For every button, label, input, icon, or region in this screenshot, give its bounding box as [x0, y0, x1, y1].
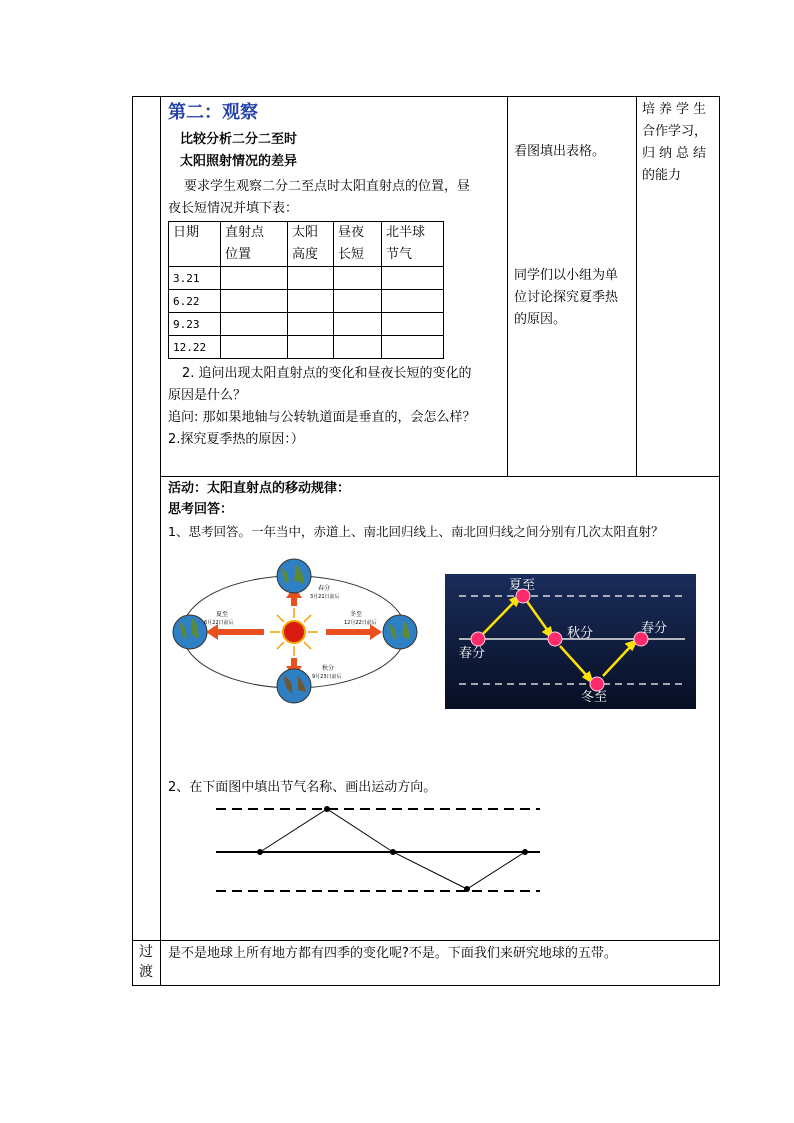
- sun-icon: [270, 608, 318, 656]
- cell-input[interactable]: [221, 313, 288, 336]
- activity-title: 活动：太阳直射点的移动规律：: [168, 481, 351, 496]
- cell-input[interactable]: [288, 336, 334, 359]
- right-note-4: 的能力: [642, 168, 682, 183]
- orbit-date-autumn: 9月23日前后: [312, 674, 342, 680]
- middle-note-2a: 同学们以小组为单: [514, 268, 619, 283]
- col-divider-1: [160, 96, 161, 986]
- cell-input[interactable]: [221, 290, 288, 313]
- migration-label-spring-left: 春分: [459, 646, 486, 661]
- row-date: 3.21: [169, 267, 221, 290]
- row-date: 12.22: [169, 336, 221, 359]
- header-date: 日期: [169, 222, 221, 267]
- migration-label-spring-right: 春分: [641, 621, 668, 636]
- transition-label-1: 过: [139, 944, 153, 960]
- row-date: 6.22: [169, 290, 221, 313]
- cell-input[interactable]: [221, 336, 288, 359]
- question-2b: 原因是什么？: [168, 388, 247, 403]
- right-note-3: 归纳总结: [642, 146, 711, 161]
- migration-label-summer: 夏至: [509, 578, 536, 593]
- orbit-label-summer: 夏至: [216, 611, 229, 618]
- subsolar-migration-diagram: [445, 574, 696, 709]
- header-daylength: 昼夜 长短: [334, 222, 382, 267]
- think-title: 思考回答：: [168, 502, 234, 517]
- intro-line-2: 夜长短情况并填下表：: [168, 201, 299, 216]
- migration-label-winter: 冬至: [581, 690, 608, 705]
- subtitle-2: 太阳照射情况的差异: [180, 154, 298, 169]
- row-date: 9.23: [169, 313, 221, 336]
- transition-label-2: 渡: [139, 964, 153, 980]
- orbit-label-winter: 冬至: [350, 611, 363, 618]
- cell-input[interactable]: [288, 313, 334, 336]
- cell-input[interactable]: [288, 290, 334, 313]
- right-note-2: 合作学习，: [642, 124, 708, 139]
- header-point: 直射点 位置: [221, 222, 288, 267]
- middle-note-2b: 位讨论探究夏季热: [514, 290, 619, 305]
- cell-input[interactable]: [221, 267, 288, 290]
- middle-note-1: 看图填出表格。: [514, 144, 606, 159]
- header-altitude: 太阳 高度: [288, 222, 334, 267]
- middle-note-2c: 的原因。: [514, 312, 567, 327]
- row-divider-1: [160, 476, 720, 477]
- cell-input[interactable]: [334, 313, 382, 336]
- orbit-label-spring: 春分: [318, 585, 331, 592]
- orbit-date-winter: 12月22日前后: [344, 620, 377, 626]
- right-note-1: 培养学生: [642, 102, 711, 117]
- header-solarterm: 北半球 节气: [382, 222, 444, 267]
- col-divider-3: [636, 96, 637, 476]
- row-divider-2: [132, 940, 720, 941]
- col-divider-2: [507, 96, 508, 476]
- earth-orbit-diagram: [166, 552, 424, 712]
- intro-line-1: 要求学生观察二分二至点时太阳直射点的位置，昼: [184, 179, 471, 194]
- section-title: 第二：观察: [168, 102, 258, 123]
- blank-exercise-diagram[interactable]: [210, 800, 546, 900]
- migration-label-autumn: 秋分: [567, 626, 594, 641]
- cell-input[interactable]: [334, 267, 382, 290]
- cell-input[interactable]: [382, 267, 444, 290]
- orbit-label-autumn: 秋分: [322, 665, 335, 672]
- fill-in-table: [168, 221, 444, 359]
- subtitle-1: 比较分析二分二至时: [180, 132, 298, 147]
- cell-input[interactable]: [334, 336, 382, 359]
- cell-input[interactable]: [334, 290, 382, 313]
- cell-input[interactable]: [382, 336, 444, 359]
- cell-input[interactable]: [382, 313, 444, 336]
- transition-text: 是不是地球上所有地方都有四季的变化呢?不是。下面我们来研究地球的五带。: [168, 946, 617, 961]
- orbit-date-summer: 6月22日前后: [204, 620, 234, 626]
- question-4: 2.探究夏季热的原因：）: [168, 432, 304, 447]
- orbit-date-spring: 3月21日前后: [310, 594, 340, 600]
- activity-question-1: 1、思考回答。一年当中，赤道上、南北回归线上、南北回归线之间分别有几次太阳直射？: [168, 524, 664, 539]
- activity-question-2: 2、在下面图中填出节气名称、画出运动方向。: [168, 780, 437, 795]
- question-2a: 2. 追问出现太阳直射点的变化和昼夜长短的变化的: [182, 366, 472, 381]
- question-3: 追问: 那如果地轴与公转轨道面是垂直的，会怎么样？: [168, 410, 476, 425]
- cell-input[interactable]: [288, 267, 334, 290]
- cell-input[interactable]: [382, 290, 444, 313]
